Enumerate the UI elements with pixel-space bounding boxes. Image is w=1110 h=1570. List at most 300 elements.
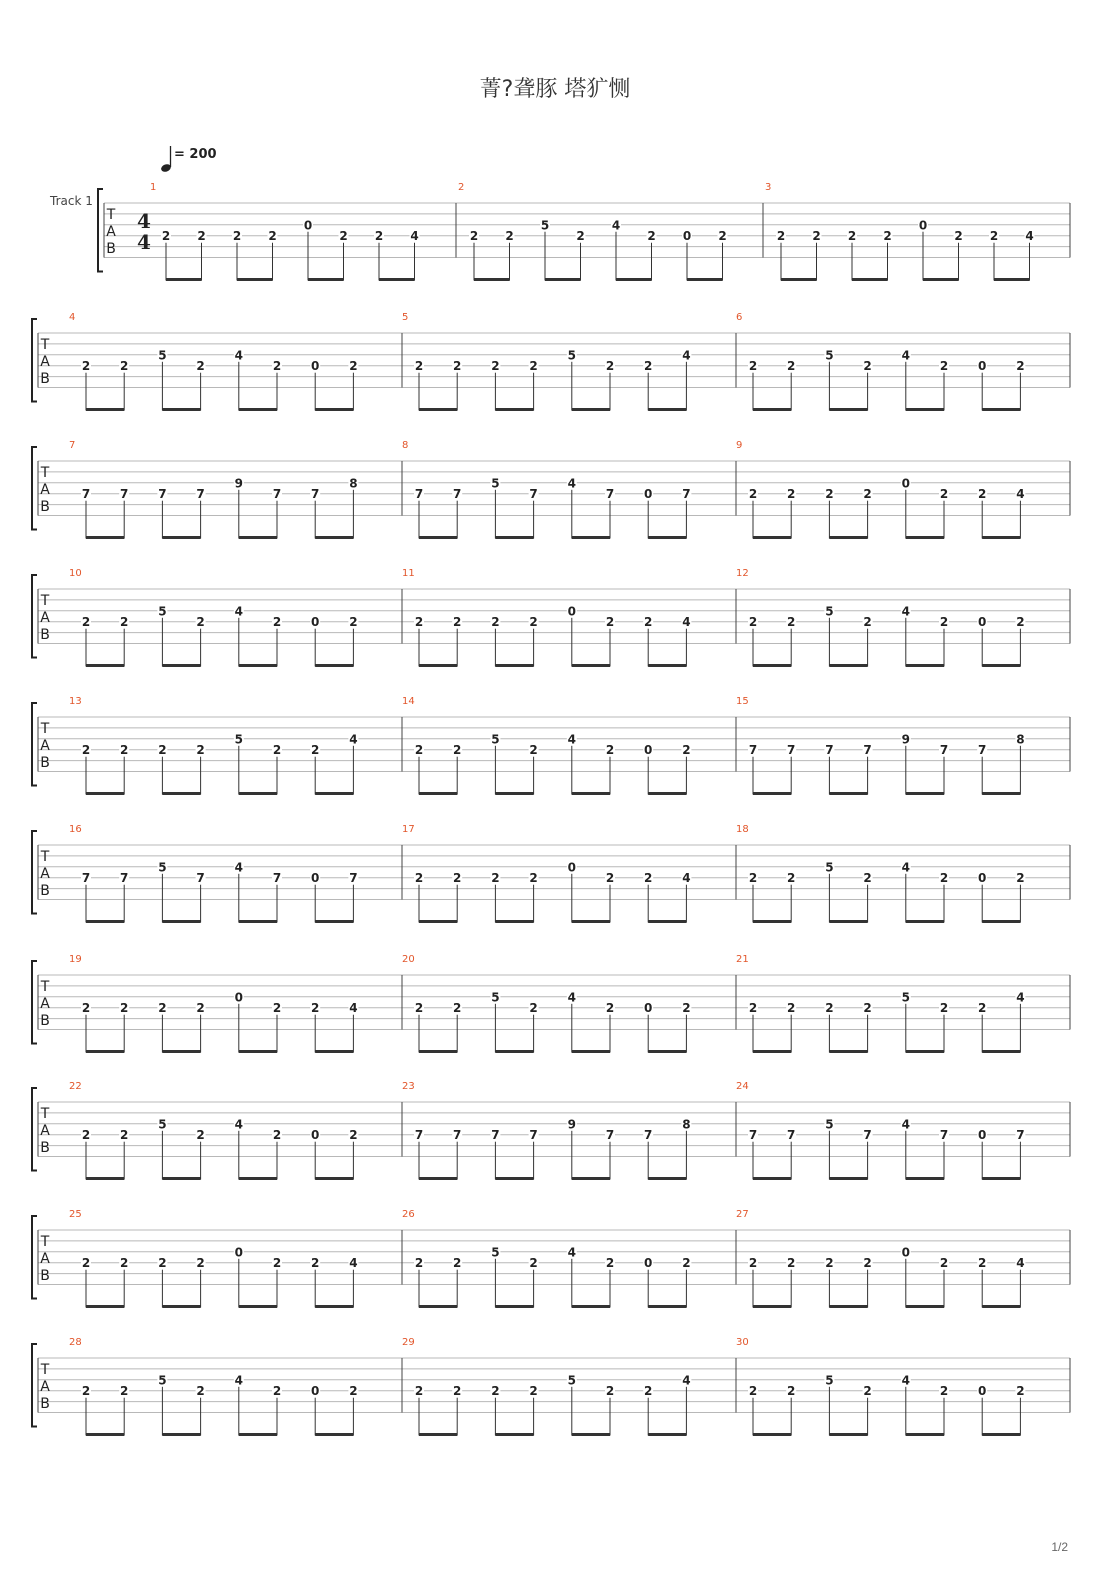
fret-number: 2 — [863, 1001, 872, 1016]
fret-number: 2 — [196, 1256, 205, 1271]
fret-number: 7 — [978, 743, 987, 758]
fret-number: 7 — [529, 1128, 538, 1143]
fret-number: 2 — [505, 229, 514, 244]
fret-number: 0 — [644, 1256, 653, 1271]
fret-number: 2 — [748, 1001, 758, 1016]
fret-number: 2 — [491, 871, 500, 886]
tab-letter-b: B — [40, 755, 50, 771]
measure-number: 17 — [402, 824, 415, 835]
fret-number: 7 — [863, 1128, 872, 1143]
fret-number: 2 — [825, 1001, 834, 1016]
tab-letter-b: B — [40, 371, 50, 387]
fret-number: 2 — [787, 1256, 796, 1271]
fret-number: 2 — [469, 229, 479, 244]
fret-number: 2 — [81, 1256, 91, 1271]
fret-number: 2 — [605, 871, 615, 886]
fret-number: 0 — [978, 615, 987, 630]
fret-number: 2 — [81, 615, 91, 630]
measure-number: 9 — [736, 440, 743, 451]
fret-number: 2 — [825, 487, 834, 502]
fret-number: 4 — [1016, 990, 1025, 1005]
fret-number: 2 — [989, 229, 999, 244]
fret-number: 2 — [748, 487, 758, 502]
fret-number: 4 — [567, 476, 576, 491]
fret-number: 0 — [978, 1384, 987, 1399]
fret-number: 5 — [825, 348, 834, 363]
fret-number: 2 — [161, 229, 171, 244]
fret-number: 0 — [567, 604, 576, 619]
fret-number: 5 — [540, 218, 550, 233]
fret-number: 2 — [81, 1128, 91, 1143]
fret-number: 2 — [491, 359, 500, 374]
fret-number: 2 — [120, 359, 129, 374]
fret-number: 2 — [748, 871, 758, 886]
fret-number: 2 — [272, 1001, 282, 1016]
fret-number: 0 — [901, 476, 910, 491]
fret-number: 2 — [272, 359, 282, 374]
tab-letter-b: B — [40, 1268, 50, 1284]
tab-letter-t: T — [40, 465, 50, 481]
fret-number: 2 — [939, 615, 949, 630]
fret-number: 7 — [196, 487, 205, 502]
measure-number: 23 — [402, 1081, 415, 1092]
fret-number: 4 — [901, 860, 910, 875]
fret-number: 2 — [196, 359, 205, 374]
fret-number: 2 — [529, 359, 538, 374]
fret-number: 2 — [81, 1001, 91, 1016]
fret-number: 2 — [978, 1256, 987, 1271]
fret-number: 2 — [120, 615, 129, 630]
fret-number: 9 — [901, 732, 910, 747]
fret-number: 5 — [825, 604, 834, 619]
fret-number: 2 — [939, 1256, 949, 1271]
fret-number: 0 — [311, 615, 320, 630]
fret-number: 2 — [120, 1256, 129, 1271]
fret-number: 2 — [647, 229, 656, 244]
fret-number: 2 — [787, 615, 796, 630]
fret-number: 2 — [272, 1384, 282, 1399]
system-bracket — [32, 319, 37, 402]
fret-number: 2 — [453, 871, 462, 886]
system-bracket — [32, 831, 37, 914]
fret-number: 2 — [158, 1001, 167, 1016]
fret-number: 2 — [158, 743, 167, 758]
page-number: 1/2 — [1051, 1540, 1068, 1554]
measure-number: 2 — [458, 182, 465, 193]
fret-number: 2 — [272, 743, 282, 758]
fret-number: 2 — [576, 229, 585, 244]
fret-number: 2 — [939, 487, 949, 502]
fret-number: 8 — [349, 476, 358, 491]
tab-letter-a: A — [40, 1251, 50, 1267]
fret-number: 4 — [410, 229, 419, 244]
tab-letter-b: B — [40, 1013, 50, 1029]
fret-number: 2 — [529, 1001, 538, 1016]
fret-number: 2 — [529, 743, 538, 758]
system-bracket — [98, 189, 103, 272]
tab-letter-a: A — [40, 482, 50, 498]
fret-number: 7 — [605, 487, 615, 502]
measure-number: 3 — [765, 182, 772, 193]
fret-number: 4 — [349, 1256, 358, 1271]
fret-number: 2 — [605, 1256, 615, 1271]
fret-number: 2 — [939, 1384, 949, 1399]
fret-number: 7 — [787, 743, 796, 758]
fret-number: 2 — [748, 1384, 758, 1399]
fret-number: 2 — [453, 1256, 462, 1271]
fret-number: 2 — [529, 615, 538, 630]
fret-number: 2 — [883, 229, 892, 244]
tab-letter-b: B — [106, 241, 116, 257]
fret-number: 0 — [311, 1128, 320, 1143]
measure-number: 15 — [736, 696, 749, 707]
measure-number: 22 — [69, 1081, 82, 1092]
measure-number: 10 — [69, 568, 82, 579]
fret-number: 2 — [1016, 615, 1025, 630]
fret-number: 2 — [529, 1256, 538, 1271]
fret-number: 4 — [567, 1245, 576, 1260]
fret-number: 2 — [491, 1384, 500, 1399]
fret-number: 5 — [491, 1245, 500, 1260]
measure-number: 8 — [402, 440, 409, 451]
fret-number: 0 — [303, 218, 313, 233]
fret-number: 7 — [939, 743, 949, 758]
fret-number: 0 — [644, 743, 653, 758]
fret-number: 2 — [197, 229, 206, 244]
fret-number: 7 — [158, 487, 167, 502]
fret-number: 2 — [605, 743, 615, 758]
fret-number: 0 — [978, 359, 987, 374]
tab-letter-t: T — [40, 979, 50, 995]
fret-number: 4 — [234, 604, 243, 619]
system-bracket — [32, 703, 37, 786]
fret-number: 7 — [311, 487, 320, 502]
fret-number: 2 — [748, 615, 758, 630]
fret-number: 4 — [901, 1117, 910, 1132]
fret-number: 2 — [939, 1001, 949, 1016]
fret-number: 4 — [682, 1373, 691, 1388]
measure-number: 29 — [402, 1337, 415, 1348]
tab-letter-t: T — [40, 1362, 50, 1378]
fret-number: 2 — [414, 1001, 424, 1016]
fret-number: 0 — [234, 1245, 243, 1260]
measure-number: 25 — [69, 1209, 82, 1220]
tab-letter-a: A — [40, 738, 50, 754]
fret-number: 2 — [311, 1256, 320, 1271]
fret-number: 2 — [453, 1001, 462, 1016]
fret-number: 2 — [196, 743, 205, 758]
fret-number: 5 — [825, 1117, 834, 1132]
fret-number: 7 — [529, 487, 538, 502]
fret-number: 2 — [339, 229, 348, 244]
fret-number: 2 — [748, 359, 758, 374]
fret-number: 2 — [414, 743, 424, 758]
measure-number: 26 — [402, 1209, 415, 1220]
fret-number: 2 — [453, 1384, 462, 1399]
tab-letter-a: A — [106, 224, 116, 240]
fret-number: 5 — [825, 1373, 834, 1388]
fret-number: 5 — [158, 1373, 167, 1388]
fret-number: 2 — [644, 615, 653, 630]
fret-number: 4 — [1016, 1256, 1025, 1271]
fret-number: 0 — [978, 871, 987, 886]
fret-number: 0 — [567, 860, 576, 875]
fret-number: 7 — [787, 1128, 796, 1143]
fret-number: 4 — [567, 732, 576, 747]
fret-number: 2 — [349, 1384, 358, 1399]
fret-number: 7 — [81, 871, 91, 886]
fret-number: 0 — [311, 871, 320, 886]
fret-number: 0 — [978, 1128, 987, 1143]
fret-number: 2 — [120, 743, 129, 758]
fret-number: 2 — [605, 615, 615, 630]
fret-number: 2 — [787, 487, 796, 502]
fret-number: 2 — [349, 615, 358, 630]
fret-number: 2 — [812, 229, 821, 244]
measure-number: 24 — [736, 1081, 749, 1092]
fret-number: 0 — [311, 359, 320, 374]
fret-number: 2 — [776, 229, 786, 244]
fret-number: 7 — [491, 1128, 500, 1143]
fret-number: 5 — [825, 860, 834, 875]
fret-number: 7 — [453, 1128, 462, 1143]
tab-letter-t: T — [106, 207, 116, 223]
fret-number: 4 — [901, 348, 910, 363]
fret-number: 2 — [847, 229, 857, 244]
fret-number: 7 — [414, 487, 424, 502]
tab-letter-b: B — [40, 1396, 50, 1412]
tab-letter-a: A — [40, 996, 50, 1012]
fret-number: 7 — [748, 1128, 758, 1143]
fret-number: 4 — [1016, 487, 1025, 502]
measure-number: 4 — [69, 312, 76, 323]
fret-number: 2 — [978, 487, 987, 502]
fret-number: 0 — [644, 487, 653, 502]
fret-number: 2 — [863, 615, 872, 630]
fret-number: 7 — [748, 743, 758, 758]
fret-number: 2 — [414, 615, 424, 630]
time-signature-numerator: 4 — [137, 209, 151, 233]
fret-number: 7 — [120, 871, 129, 886]
fret-number: 2 — [414, 1256, 424, 1271]
fret-number: 2 — [1016, 359, 1025, 374]
fret-number: 5 — [491, 732, 500, 747]
fret-number: 2 — [311, 1001, 320, 1016]
fret-number: 8 — [682, 1117, 691, 1132]
fret-number: 2 — [787, 871, 796, 886]
fret-number: 4 — [682, 348, 691, 363]
fret-number: 2 — [349, 359, 358, 374]
score-title: 菁?聋豚 塔犷恻 — [479, 77, 631, 102]
fret-number: 7 — [825, 743, 834, 758]
fret-number: 2 — [491, 615, 500, 630]
fret-number: 2 — [414, 1384, 424, 1399]
fret-number: 2 — [272, 1128, 282, 1143]
fret-number: 2 — [196, 1384, 205, 1399]
fret-number: 2 — [682, 1001, 691, 1016]
fret-number: 4 — [611, 218, 621, 233]
fret-number: 2 — [939, 359, 949, 374]
measure-number: 6 — [736, 312, 743, 323]
fret-number: 2 — [863, 1256, 872, 1271]
fret-number: 2 — [978, 1001, 987, 1016]
fret-number: 7 — [1016, 1128, 1025, 1143]
fret-number: 7 — [644, 1128, 653, 1143]
fret-number: 2 — [374, 229, 384, 244]
fret-number: 4 — [349, 1001, 358, 1016]
tab-letter-a: A — [40, 354, 50, 370]
fret-number: 0 — [682, 229, 692, 244]
tab-letter-b: B — [40, 499, 50, 515]
measure-number: 12 — [736, 568, 749, 579]
fret-number: 8 — [1016, 732, 1025, 747]
fret-number: 2 — [414, 359, 424, 374]
measure-number: 30 — [736, 1337, 749, 1348]
fret-number: 2 — [120, 1384, 129, 1399]
fret-number: 4 — [349, 732, 358, 747]
fret-number: 7 — [605, 1128, 615, 1143]
fret-number: 5 — [491, 990, 500, 1005]
fret-number: 2 — [453, 359, 462, 374]
fret-number: 2 — [158, 1256, 167, 1271]
tab-letter-a: A — [40, 866, 50, 882]
measure-number: 27 — [736, 1209, 749, 1220]
fret-number: 5 — [901, 990, 910, 1005]
tab-letter-t: T — [40, 1106, 50, 1122]
fret-number: 2 — [81, 743, 91, 758]
fret-number: 2 — [787, 359, 796, 374]
fret-number: 2 — [863, 487, 872, 502]
fret-number: 7 — [272, 487, 282, 502]
fret-number: 5 — [158, 1117, 167, 1132]
measure-number: 13 — [69, 696, 82, 707]
fret-number: 5 — [158, 860, 167, 875]
fret-number: 5 — [234, 732, 243, 747]
tab-letter-t: T — [40, 849, 50, 865]
fret-number: 0 — [901, 1245, 910, 1260]
fret-number: 4 — [234, 348, 243, 363]
fret-number: 2 — [120, 1128, 129, 1143]
tempo-label: = 200 — [174, 147, 217, 162]
fret-number: 4 — [567, 990, 576, 1005]
fret-number: 4 — [901, 1373, 910, 1388]
fret-number: 2 — [529, 871, 538, 886]
measure-number: 28 — [69, 1337, 82, 1348]
fret-number: 2 — [863, 871, 872, 886]
fret-number: 2 — [718, 229, 727, 244]
tab-letter-t: T — [40, 337, 50, 353]
fret-number: 7 — [272, 871, 282, 886]
fret-number: 5 — [567, 1373, 576, 1388]
fret-number: 2 — [414, 871, 424, 886]
fret-number: 2 — [81, 1384, 91, 1399]
system-bracket — [32, 1088, 37, 1171]
system-bracket — [32, 961, 37, 1044]
fret-number: 2 — [863, 1384, 872, 1399]
measure-number: 14 — [402, 696, 415, 707]
fret-number: 2 — [196, 1128, 205, 1143]
fret-number: 2 — [787, 1384, 796, 1399]
tab-letter-b: B — [40, 1140, 50, 1156]
fret-number: 7 — [453, 487, 462, 502]
tab-letter-t: T — [40, 593, 50, 609]
fret-number: 2 — [232, 229, 242, 244]
fret-number: 2 — [954, 229, 963, 244]
system-bracket — [32, 1344, 37, 1427]
fret-number: 2 — [682, 1256, 691, 1271]
fret-number: 7 — [120, 487, 129, 502]
fret-number: 2 — [1016, 871, 1025, 886]
tab-letter-a: A — [40, 1379, 50, 1395]
fret-number: 7 — [349, 871, 358, 886]
fret-number: 2 — [605, 1384, 615, 1399]
fret-number: 5 — [567, 348, 576, 363]
fret-number: 2 — [644, 1384, 653, 1399]
fret-number: 5 — [158, 604, 167, 619]
fret-number: 2 — [644, 359, 653, 374]
tab-letter-a: A — [40, 610, 50, 626]
fret-number: 5 — [158, 348, 167, 363]
tab-letter-t: T — [40, 1234, 50, 1250]
fret-number: 0 — [311, 1384, 320, 1399]
fret-number: 2 — [787, 1001, 796, 1016]
fret-number: 0 — [234, 990, 243, 1005]
fret-number: 2 — [748, 1256, 758, 1271]
fret-number: 9 — [567, 1117, 576, 1132]
time-signature-denominator: 4 — [137, 230, 151, 254]
system-bracket — [32, 447, 37, 530]
measure-number: 7 — [69, 440, 76, 451]
tab-letter-a: A — [40, 1123, 50, 1139]
fret-number: 7 — [939, 1128, 949, 1143]
measure-number: 5 — [402, 312, 409, 323]
fret-number: 4 — [234, 1117, 243, 1132]
fret-number: 0 — [918, 218, 928, 233]
measure-number: 21 — [736, 954, 749, 965]
fret-number: 5 — [491, 476, 500, 491]
fret-number: 7 — [863, 743, 872, 758]
fret-number: 2 — [529, 1384, 538, 1399]
fret-number: 7 — [196, 871, 205, 886]
fret-number: 2 — [196, 615, 205, 630]
fret-number: 7 — [682, 487, 691, 502]
fret-number: 2 — [605, 1001, 615, 1016]
fret-number: 2 — [939, 871, 949, 886]
fret-number: 2 — [453, 615, 462, 630]
fret-number: 4 — [234, 860, 243, 875]
fret-number: 4 — [901, 604, 910, 619]
fret-number: 4 — [234, 1373, 243, 1388]
measure-number: 19 — [69, 954, 82, 965]
track-label: Track 1 — [50, 194, 93, 208]
fret-number: 2 — [272, 1256, 282, 1271]
fret-number: 2 — [863, 359, 872, 374]
measure-number: 11 — [402, 568, 415, 579]
fret-number: 4 — [682, 871, 691, 886]
fret-number: 7 — [414, 1128, 424, 1143]
system-bracket — [32, 1216, 37, 1299]
fret-number: 2 — [81, 359, 91, 374]
fret-number: 9 — [234, 476, 243, 491]
fret-number: 2 — [196, 1001, 205, 1016]
fret-number: 2 — [120, 1001, 129, 1016]
fret-number: 4 — [1025, 229, 1034, 244]
measure-number: 1 — [150, 182, 157, 193]
fret-number: 0 — [644, 1001, 653, 1016]
fret-number: 2 — [682, 743, 691, 758]
fret-number: 2 — [311, 743, 320, 758]
fret-number: 2 — [272, 615, 282, 630]
